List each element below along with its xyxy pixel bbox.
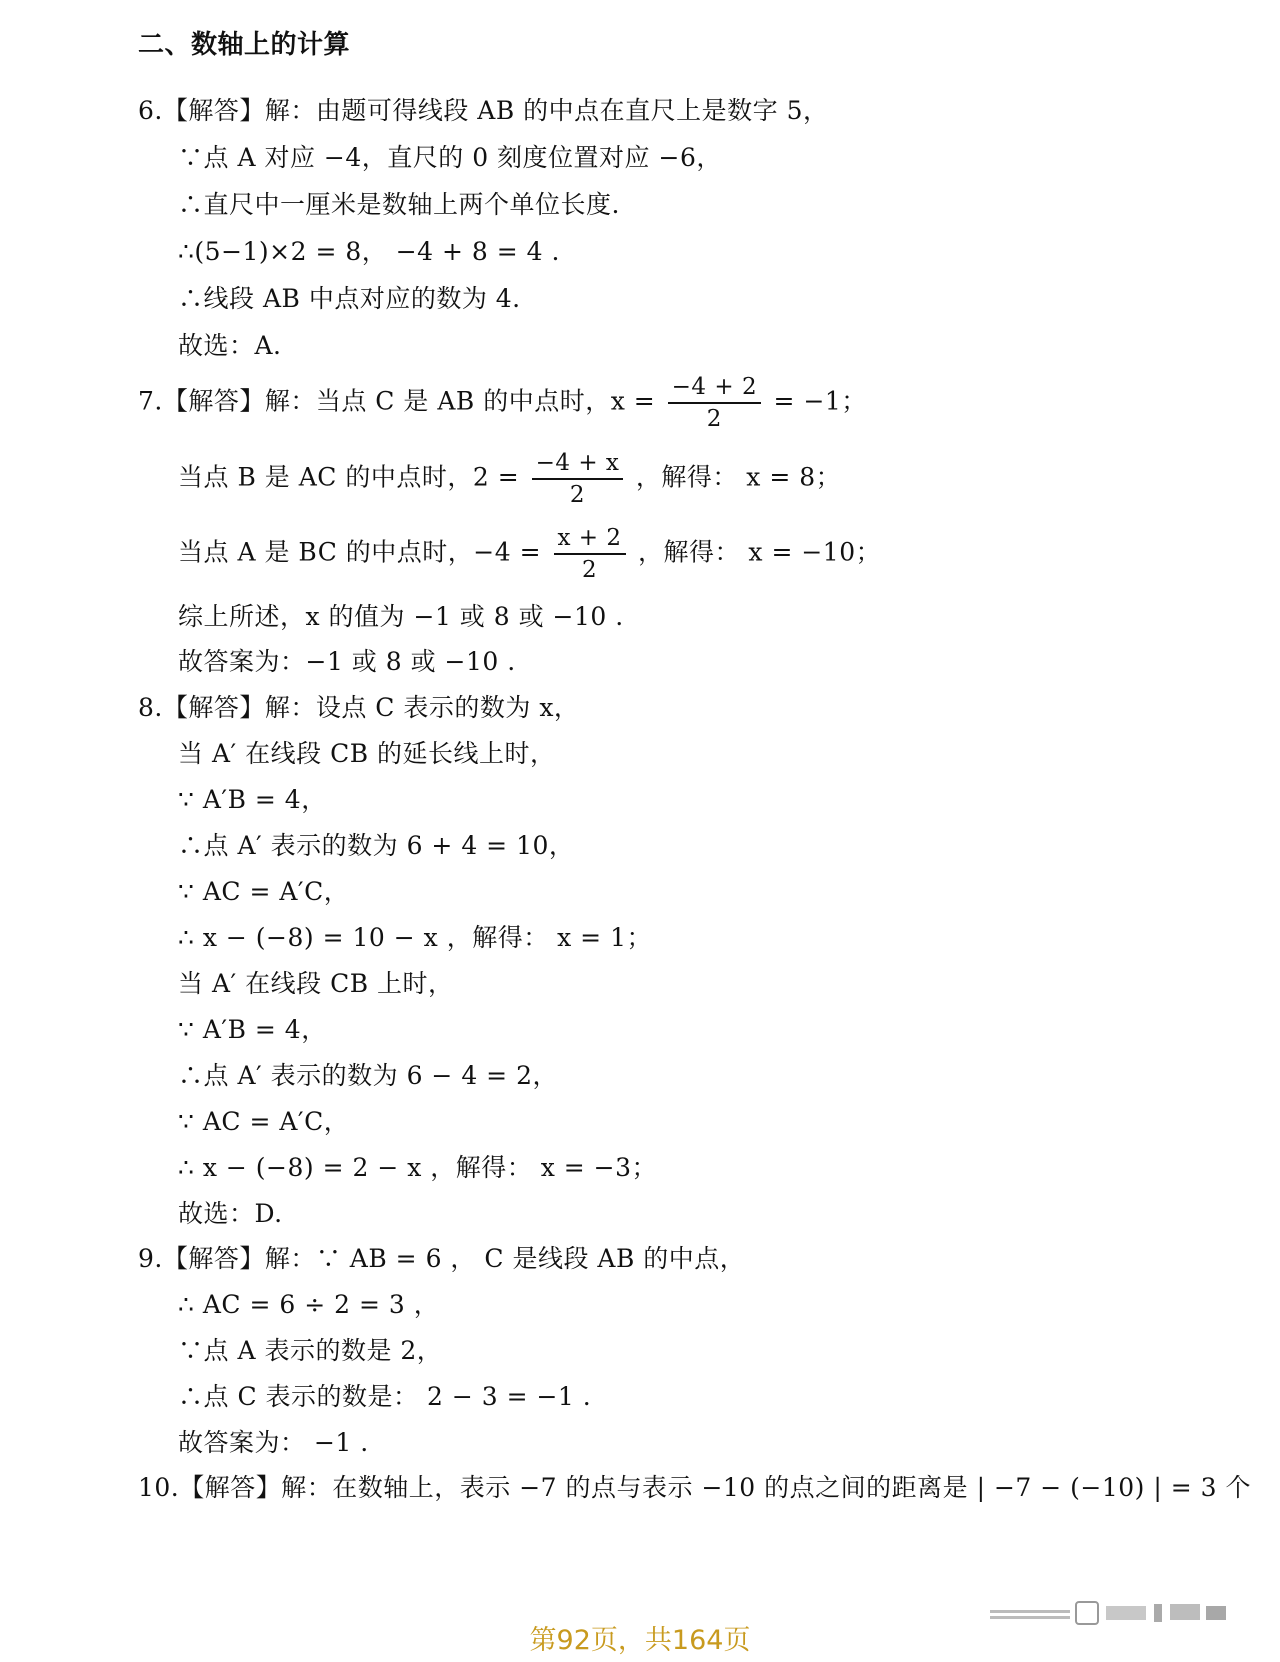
problem-8-line-5: ∵ AC = A′C， xyxy=(178,877,350,906)
fraction-3 xyxy=(554,523,626,585)
problem-6-line-4: ∴(5−1)×2 = 8， −4 + 8 = 4 . xyxy=(178,237,560,266)
fraction-2 xyxy=(532,448,624,510)
text-segment: ，解得： x = −10； xyxy=(637,537,882,567)
text-segment: ，解得： x = 8； xyxy=(635,462,842,492)
fraction-2-numerator: −4 + x xyxy=(532,448,624,480)
problem-7-line-3 xyxy=(178,523,881,585)
problem-8-line-3: ∵ A′B = 4， xyxy=(178,785,327,814)
fraction-3-numerator: x + 2 xyxy=(554,523,626,555)
text-segment: 7.【解答】解：当点 C 是 AB 的中点时，x = xyxy=(138,386,656,416)
text-segment: = −1； xyxy=(773,386,867,416)
fraction-3-denominator: 2 xyxy=(581,557,598,583)
problem-8-line-10: ∵ AC = A′C， xyxy=(178,1107,350,1136)
text-segment: 当点 B 是 AC 的中点时，2 = xyxy=(178,462,520,492)
fraction-1-numerator: −4 + 2 xyxy=(668,372,761,404)
problem-8-line-8: ∵ A′B = 4， xyxy=(178,1015,327,1044)
problem-7-line-1 xyxy=(138,372,867,434)
problem-6-line-3: ∴直尺中一厘米是数轴上两个单位长度. xyxy=(178,190,620,219)
fraction-1 xyxy=(668,372,761,434)
problem-8-line-9: ∴点 A′ 表示的数为 6 − 4 = 2， xyxy=(178,1061,558,1090)
problem-8-line-11: ∴ x − (−8) = 2 − x ，解得： x = −3； xyxy=(178,1153,658,1182)
problem-9-line-1: 9.【解答】解：∵ AB = 6 ， C 是线段 AB 的中点， xyxy=(138,1244,746,1273)
problem-6-line-2: ∵点 A 对应 −4，直尺的 0 刻度位置对应 −6， xyxy=(178,143,722,172)
problem-8-line-1: 8.【解答】解：设点 C 表示的数为 x， xyxy=(138,693,580,722)
problem-8-line-7: 当 A′ 在线段 CB 上时， xyxy=(178,969,454,998)
problem-9-line-4: ∴点 C 表示的数是： 2 − 3 = −1 . xyxy=(178,1382,592,1411)
problem-6-line-5: ∴线段 AB 中点对应的数为 4. xyxy=(178,284,521,313)
problem-7-line-4: 综上所述，x 的值为 −1 或 8 或 −10 . xyxy=(178,602,624,631)
problem-6-line-6: 故选：A. xyxy=(178,331,282,360)
problem-9-line-3: ∵点 A 表示的数是 2， xyxy=(178,1336,443,1365)
problem-7-line-5: 故答案为：−1 或 8 或 −10 . xyxy=(178,647,516,676)
problem-8-line-2: 当 A′ 在线段 CB 的延长线上时， xyxy=(178,739,556,768)
problem-9-line-5: 故答案为： −1 . xyxy=(178,1428,369,1457)
page-footer: 第92页，共164页 xyxy=(529,1625,751,1656)
text-segment: 当点 A 是 BC 的中点时，−4 = xyxy=(178,537,542,567)
problem-8-line-12: 故选：D. xyxy=(178,1199,283,1228)
problem-8-line-6: ∴ x − (−8) = 10 − x ，解得： x = 1； xyxy=(178,923,652,952)
problem-9-line-2: ∴ AC = 6 ÷ 2 = 3 ， xyxy=(178,1290,440,1319)
problem-8-line-4: ∴点 A′ 表示的数为 6 + 4 = 10， xyxy=(178,831,575,860)
problem-10-line-1: 10.【解答】解：在数轴上，表示 −7 的点与表示 −10 的点之间的距离是 | −7 − (−10) | = 3 个 xyxy=(138,1473,1251,1502)
fraction-2-denominator: 2 xyxy=(569,482,586,508)
problem-6-line-1: 6.【解答】解：由题可得线段 AB 的中点在直尺上是数字 5， xyxy=(138,96,829,125)
problem-7-line-2 xyxy=(178,448,841,510)
fraction-1-denominator: 2 xyxy=(706,406,722,432)
section-heading: 二、数轴上的计算 xyxy=(138,30,351,60)
